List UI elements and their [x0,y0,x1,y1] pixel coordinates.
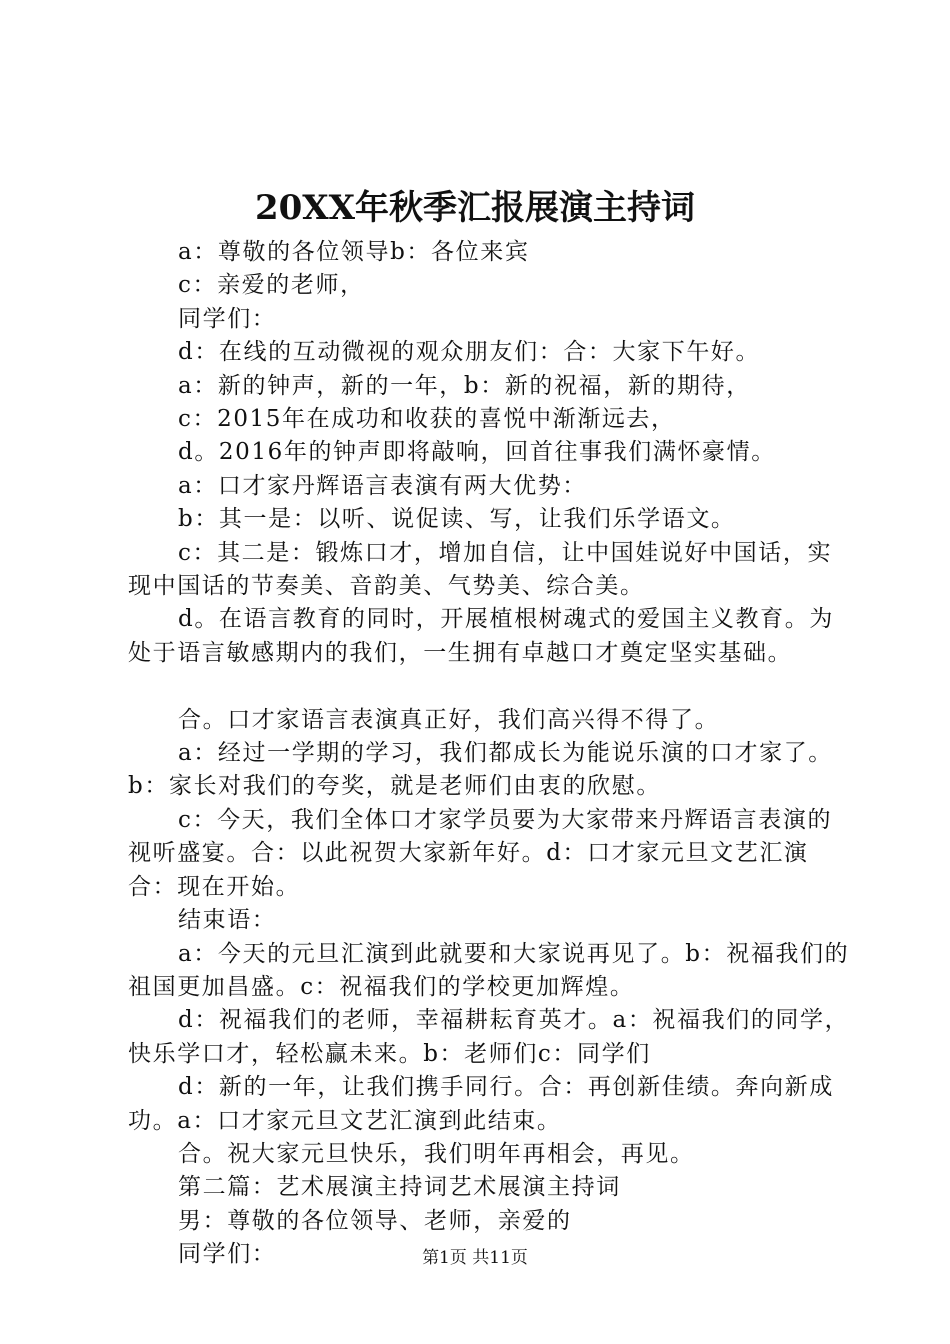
document-body [128,236,850,1272]
paragraph: a：今天的元旦汇演到此就要和大家说再见了。b：祝福我们的祖国更加昌盛。c：祝福我们的学校更加辉煌。 [128,940,850,1000]
paragraph: c：2015年在成功和收获的喜悦中渐渐远去， [178,406,676,433]
paragraph: a：口才家丹辉语言表演有两大优势： [178,472,587,499]
paragraph: c：今天，我们全体口才家学员要为大家带来丹辉语言表演的视听盛宴。合：以此祝贺大家新年好。d：口才家元旦文艺汇演合：现在开始。 [128,806,833,900]
paragraph: a：经过一学期的学习，我们都成长为能说乐演的口才家了。b：家长对我们的夸奖，就是老师们由衷的欣慰。 [128,740,833,800]
paragraph: 男：尊敬的各位领导、老师，亲爱的 [178,1207,572,1234]
paragraph: 合。祝大家元旦快乐，我们明年再相会，再见。 [178,1140,695,1167]
paragraph: 同学们： [178,1241,277,1268]
paragraph: 合。口才家语言表演真正好，我们高兴得不得了。 [178,706,720,733]
paragraph: a：新的钟声，新的一年，b：新的祝福，新的期待， [178,372,751,399]
paragraph: d。2016年的钟声即将敲响，回首往事我们满怀豪情。 [178,439,776,466]
paragraph: 同学们： [178,305,277,332]
paragraph: d：在线的互动微视的观众朋友们：合：大家下午好。 [178,339,761,366]
paragraph: 结束语： [178,907,277,934]
paragraph: a：尊敬的各位领导b：各位来宾 [178,239,530,265]
paragraph: d：新的一年，让我们携手同行。合：再创新佳绩。奔向新成功。a：口才家元旦文艺汇演到此结束。 [128,1074,834,1134]
document-title: 20XX年秋季汇报展演主持词 [254,188,696,228]
paragraph: 第二篇：艺术展演主持词艺术展演主持词 [178,1174,621,1201]
page-footer: 第1页 共11页 [422,1248,528,1268]
paragraph: c：亲爱的老师， [178,272,365,299]
paragraph: d。在语言教育的同时，开展植根树魂式的爱国主义教育。为处于语言敏感期内的我们，一生拥有卓越口才奠定坚实基础。 [128,606,834,666]
paragraph: c：其二是：锻炼口才，增加自信，让中国娃说好中国话，实现中国话的节奏美、音韵美、气势美、综合美。 [128,539,833,600]
paragraph: b：其一是：以听、说促读、写，让我们乐学语文。 [178,506,736,533]
blank-paragraph [128,670,850,703]
paragraph: d：祝福我们的老师，幸福耕耘育英才。a：祝福我们的同学，快乐学口才，轻松赢未来。b：老师们c：同学们 [128,1007,850,1067]
